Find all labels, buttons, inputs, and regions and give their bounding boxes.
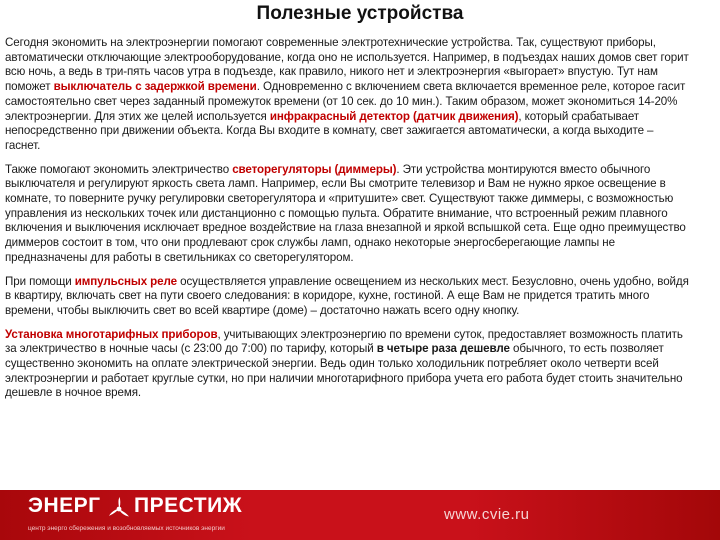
paragraph-multitariff <box>5 328 689 402</box>
text: осуществляется управление освещением из нескольких мест. Безусловно, очень удобно, войдя в квартиру, включать свет на пути своего следования: в коридоре, кухне, гостиной. А еще Вам не придется тратить много времени, чтобы выключить свет во всей квартире (доме) – достаточно нажать всего одну кнопку. <box>5 274 689 317</box>
brand-name-part1: ЭНЕРГ <box>28 494 101 517</box>
text: Сегодня экономить на электроэнергии помогают современные электротехнические устройства. Так, существуют приборы, автоматически отключающие электрооборудование, когда оно не используется. Например, в подъездах наших домов свет горит всю ночь, а ведь в три-пять часов утра в подъезде, как правило, никого нет и электроэнергия «выгорает» впустую. Тут нам поможет <box>5 36 689 94</box>
paragraph-timer-switch <box>5 36 689 154</box>
page-title: Полезные устройства <box>256 3 464 24</box>
text: При помощи <box>5 274 75 288</box>
text: , который срабатывает непосредственно при движении объекта. Когда Вы входите в комнату, свет зажигается автоматически, а когда выходите – гаснет. <box>5 109 654 152</box>
highlight-timer-switch: выключатель с задержкой времени <box>53 80 257 94</box>
paragraph-impulse-relay <box>5 275 689 319</box>
text: . Эти устройства монтируются вместо обычного выключателя и регулируют яркость света ламп. Например, если Вы смотрите телевизор и Вам не нужно яркое освещение в комнате, то поверните ручку регулировки светорегулятора и «притушите» свет. Существуют также диммеры, с возможностью управления из нескольких точек или дистанционно с помощью пульта. Обратите внимание, что встроенный режим плавного включения и выключения исключает вредное воздействие на глаза внезапной и яркой вспышкой сета. Еще одно преимущество диммеров состоит в том, что они продлевают срок службы ламп, однако некоторые энергосберегающие лампы не предназначены для работы в светильниках со светорегулятором. <box>5 162 686 264</box>
text: Также помогают экономить электричество <box>5 162 233 176</box>
article-body <box>5 36 689 410</box>
highlight-multitariff: Установка многотарифных приборов <box>5 327 218 341</box>
text: , учитывающих электроэнергию по времени суток, предоставляет возможность платить за электричество в ночные часы (с 23:00 до 7:00) по тарифу, который <box>5 327 683 356</box>
footer-banner <box>0 490 720 540</box>
paragraph-dimmers <box>5 163 689 266</box>
brand-name-part2: ПРЕСТИЖ <box>134 494 243 517</box>
highlight-dimmers: светорегуляторы (диммеры) <box>232 162 397 176</box>
turbine-logo-icon <box>106 496 132 522</box>
highlight-motion-detector: инфракрасный детектор (датчик движения) <box>269 109 519 123</box>
website-link[interactable]: www.cvie.ru <box>444 506 530 523</box>
highlight-impulse-relay: импульсных реле <box>74 274 177 288</box>
text: обычного, то есть позволяет существенно экономить на оплате электрической энергии. Ведь один только холодильник потребляет около четверти всей электроэнергии и работает круглые сутки, но при наличии многотарифного прибора учета его работа будет стоить значительно дешевле в ночное время. <box>5 342 683 400</box>
brand-slogan: центр энерго сбережения и возобновляемых источников энергии <box>28 525 225 532</box>
text: . Одновременно с включением света включается временное реле, которое гасит самостоятельно свет через заданный промежуток времени (от 10 сек. до 10 мин.). Таким образом, может экономиться 14-20% электроэнергии. Для этих же целей используется <box>5 80 686 123</box>
bold-four-times-cheaper: в четыре раза дешевле <box>376 342 510 356</box>
